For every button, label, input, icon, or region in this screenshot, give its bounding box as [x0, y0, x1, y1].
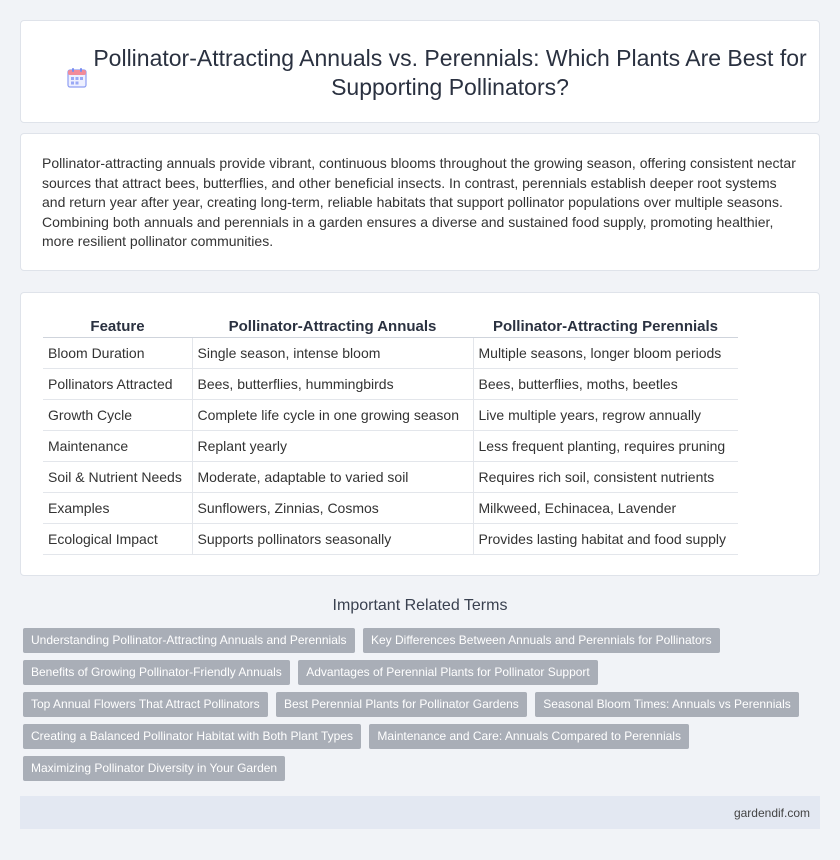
header-annuals: Pollinator-Attracting Annuals	[192, 313, 473, 338]
table-cell: Pollinators Attracted	[43, 369, 192, 400]
footer-site-link[interactable]: gardendif.com	[733, 806, 810, 820]
related-term-tag[interactable]: Seasonal Bloom Times: Annuals vs Perennials	[535, 692, 798, 717]
comparison-card	[20, 292, 820, 576]
related-term-tag[interactable]: Benefits of Growing Pollinator-Friendly Annuals	[23, 660, 290, 685]
table-cell: Requires rich soil, consistent nutrients	[473, 462, 738, 493]
table-row	[43, 493, 738, 524]
table-header-row	[43, 313, 738, 338]
page-title: Pollinator-Attracting Annuals vs. Perennials: Which Plants Are Best for Supporting Pollinators?	[93, 45, 807, 100]
table-cell: Complete life cycle in one growing season	[192, 400, 473, 431]
table-cell: Growth Cycle	[43, 400, 192, 431]
table-row	[43, 369, 738, 400]
table-cell: Soil & Nutrient Needs	[43, 462, 192, 493]
header-feature: Feature	[43, 313, 192, 338]
table-cell: Ecological Impact	[43, 524, 192, 555]
related-term-tag[interactable]: Key Differences Between Annuals and Perennials for Pollinators	[363, 628, 720, 653]
related-terms-heading: Important Related Terms	[332, 597, 508, 614]
comparison-table	[43, 313, 738, 555]
related-term-tag[interactable]: Creating a Balanced Pollinator Habitat with Both Plant Types	[23, 724, 361, 749]
related-term-tag[interactable]: Top Annual Flowers That Attract Pollinators	[23, 692, 268, 717]
footer	[20, 796, 820, 829]
table-cell: Multiple seasons, longer bloom periods	[473, 338, 738, 369]
intro-card	[20, 133, 820, 271]
related-term-tag[interactable]: Understanding Pollinator-Attracting Annuals and Perennials	[23, 628, 355, 653]
table-cell: Sunflowers, Zinnias, Cosmos	[192, 493, 473, 524]
related-term-tag[interactable]: Maintenance and Care: Annuals Compared to Perennials	[369, 724, 689, 749]
table-cell: Replant yearly	[192, 431, 473, 462]
table-cell: Single season, intense bloom	[192, 338, 473, 369]
table-cell: Provides lasting habitat and food supply	[473, 524, 738, 555]
intro-paragraph: Pollinator-attracting annuals provide vibrant, continuous blooms throughout the growing season, offering consistent nectar sources that attract bees, butterflies, and other beneficial insects. In contrast, perennials establish deeper root systems and return year after year, creating long-term, reliable habitats that support pollinator populations over multiple seasons. Combining both annuals and perennials in a garden ensures a diverse and sustained food supply, promoting healthier, more resilient pollinator communities.	[42, 155, 796, 250]
related-term-tag[interactable]: Maximizing Pollinator Diversity in Your Garden	[23, 756, 285, 781]
table-cell: Bees, butterflies, moths, beetles	[473, 369, 738, 400]
table-cell: Moderate, adaptable to varied soil	[192, 462, 473, 493]
table-row	[43, 524, 738, 555]
related-terms-list	[23, 628, 813, 788]
table-cell: Milkweed, Echinacea, Lavender	[473, 493, 738, 524]
related-term-tag[interactable]: Advantages of Perennial Plants for Pollinator Support	[298, 660, 598, 685]
table-row	[43, 431, 738, 462]
table-row	[43, 400, 738, 431]
table-cell: Bloom Duration	[43, 338, 192, 369]
table-cell: Examples	[43, 493, 192, 524]
calendar-icon	[66, 67, 88, 89]
table-row	[43, 462, 738, 493]
table-cell: Maintenance	[43, 431, 192, 462]
table-cell: Live multiple years, regrow annually	[473, 400, 738, 431]
table-cell: Supports pollinators seasonally	[192, 524, 473, 555]
table-cell: Bees, butterflies, hummingbirds	[192, 369, 473, 400]
related-term-tag[interactable]: Best Perennial Plants for Pollinator Gardens	[276, 692, 527, 717]
header-card	[20, 20, 820, 123]
table-row	[43, 338, 738, 369]
header-perennials: Pollinator-Attracting Perennials	[473, 313, 738, 338]
table-cell: Less frequent planting, requires pruning	[473, 431, 738, 462]
